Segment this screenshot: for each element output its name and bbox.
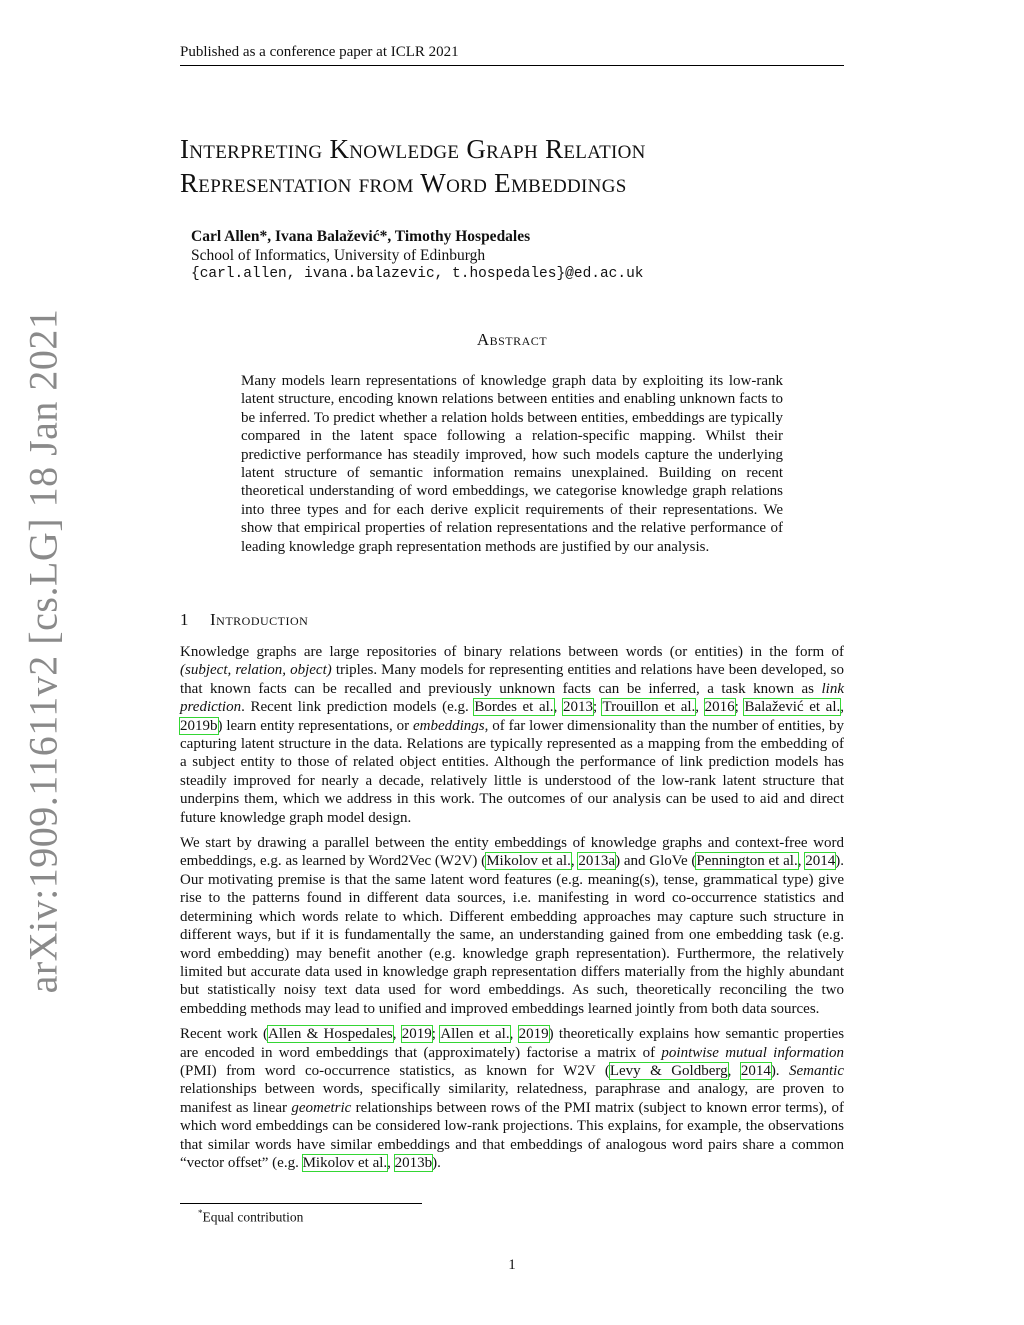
text-run-italic: link prediction [180, 680, 844, 716]
text-run: , [840, 699, 845, 716]
footnote-marker: * [198, 1208, 203, 1218]
citation-link[interactable]: Allen & Hospedales [268, 1026, 393, 1043]
author-affiliation: School of Informatics, University of Edinburgh [191, 247, 486, 264]
text-run: , [392, 1026, 402, 1043]
text-run: ; [734, 699, 745, 716]
citation-link[interactable]: 2019 [518, 1026, 549, 1043]
text-run: , [797, 853, 806, 870]
text-run: , [387, 1154, 395, 1171]
text-run: ; [431, 1026, 441, 1043]
citation-link[interactable]: 2013a [578, 853, 616, 870]
citation-link[interactable]: 2019 [401, 1026, 432, 1043]
citation-link[interactable]: Trouillon et al. [602, 699, 696, 716]
citation-link[interactable]: Pennington et al. [696, 853, 798, 870]
author-emails: {carl.allen, ivana.balazevic, t.hospedales}@ed.ac.uk [191, 266, 644, 282]
citation-link[interactable]: Mikolov et al. [486, 853, 571, 870]
page-number: 1 [508, 1257, 516, 1273]
text-run: Knowledge graphs are large repositories of binary relations between words (or entities) in the form of [180, 644, 844, 660]
footnote [198, 1208, 303, 1226]
footnote-rule [180, 1203, 422, 1204]
text-run: (PMI) from word co-occurrence statistics, as known for W2V ( [180, 1062, 610, 1079]
citation-link[interactable]: 2016 [704, 699, 735, 716]
text-run: We start by drawing a parallel between the entity embeddings of knowledge graphs and context-free word embeddings, e.g. as learned by Word2Vec (W2V) ( [180, 835, 844, 870]
text-run-italic: (subject, relation, object) [180, 662, 332, 679]
text-run: ). [770, 1062, 790, 1079]
text-run: ) learn entity representations, or [217, 717, 413, 734]
text-run: relationships between rows of the PMI matrix (subject to known error terms), of which word embeddings can be considered low-rank projections. This explains, for example, the observations that similar words have similar embeddings and that embeddings of analogous word pairs share a common “vector offset” (e.g. [180, 1099, 844, 1171]
citation-link[interactable]: Bordes et al. [474, 699, 554, 716]
citation-link[interactable]: Levy & Goldberg [609, 1062, 728, 1079]
citation-link[interactable]: 2019b [180, 717, 218, 734]
paragraph-3 [180, 1025, 844, 1172]
text-run-italic: pointwise mutual information [661, 1044, 844, 1061]
text-run: , [509, 1026, 519, 1043]
text-run: relationships between words, specifically similarity, relatedness, paraphrase and analogy, are proven to manifest as linear [180, 1081, 844, 1116]
text-run: . Recent link prediction models (e.g. [241, 699, 475, 716]
section-heading [180, 610, 844, 630]
text-run: ) and GloVe ( [615, 853, 697, 870]
text-run-italic: embeddings [412, 717, 485, 734]
section-title: Introduction [210, 610, 309, 629]
text-run: , [695, 699, 705, 716]
text-run: triples. Many models for representing entities and relations have been developed, so that known facts can be recalled and previously unknown facts can be inferred, a task known as [180, 662, 844, 697]
title-line-1: Interpreting Knowledge Graph Relation [180, 134, 646, 164]
abstract-heading: Abstract [476, 330, 548, 349]
paragraph-1 [180, 643, 844, 827]
title-line-2: Representation from Word Embeddings [180, 168, 627, 198]
citation-link[interactable]: 2014 [740, 1062, 771, 1079]
body-text [180, 643, 844, 1179]
paragraph-2 [180, 834, 844, 1018]
footnote-text: Equal contribution [202, 1209, 304, 1225]
text-run: , [570, 853, 579, 870]
citation-link[interactable]: Mikolov et al. [302, 1154, 388, 1171]
author-block [191, 227, 831, 284]
text-run: ). [432, 1154, 441, 1171]
citation-link[interactable]: 2014 [805, 853, 836, 870]
citation-link[interactable]: 2013 [562, 699, 593, 716]
citation-link[interactable]: Balažević et al. [744, 699, 841, 716]
text-run: ). Our motivating premise is that the same latent word features (e.g. meaning(s), tense, grammatical type) give rise to the patterns found in different data sources, i.e. manifesting in word co-occurrence statistics and determining which words relate to which. Different embedding approaches may capture such structure in different ways, but if it is fundamentally the same, an understanding gained from one embedding task (e.g. word embedding) may benefit another (e.g. knowledge graph representation). Furthermore, the relatively limited but accurate data used in knowledge graph representation differs materially from the highly abundant but statistically noisy text data used for word embeddings. As such, theoretically reconciling the two embedding methods may lead to unified and improved embeddings learned jointly from both data sources. [180, 853, 845, 1017]
section-number: 1 [180, 610, 189, 629]
text-run-italic: geometric [291, 1099, 352, 1116]
text-run: ; [592, 699, 603, 716]
author-names: Carl Allen*, Ivana Balažević*, Timothy Hospedales [191, 228, 531, 245]
text-run-italic: Semantic [789, 1062, 844, 1079]
text-run: Recent work ( [180, 1026, 269, 1043]
text-run: ) theoretically explains how semantic properties are encoded in word embeddings that (approximately) factorise a matrix of [180, 1026, 845, 1061]
citation-link[interactable]: 2013b [394, 1154, 433, 1171]
arxiv-id: arXiv:1909.11611v2 [cs.LG] 18 Jan 2021 [20, 308, 66, 994]
running-head: Published as a conference paper at ICLR 2021 [180, 44, 844, 66]
citation-link[interactable]: Allen et al. [440, 1026, 510, 1043]
text-run: , [553, 699, 563, 716]
paper-title [180, 132, 844, 200]
text-run: , [727, 1062, 741, 1079]
abstract-text: Many models learn representations of knowledge graph data by exploiting its low-rank latent structure, encoding known relations between entities and enabling unknown facts to be inferred. To predict whether a relation holds between entities, embeddings are typically compared in the latent space following a relation-specific mapping. Whilst their predictive performance has steadily improved, how such models capture the underlying latent structure of semantic information remains unexplained. Building on recent theoretical understanding of word embeddings, we categorise knowledge graph relations into three types and for each derive explicit requirements of their representations. We show that empirical properties of relation representations and the relative performance of leading knowledge graph representation methods are justified by our analysis. [241, 373, 783, 555]
text-run: , of far lower dimensionality than the number of entities, by capturing latent structure in the data. Relations are typically represented as a mapping from the embedding of a subject entity to those of related object entities. Although the performance of link prediction models has steadily improved for nearly a decade, relatively little is understood of the low-rank latent structure that underpins them, which we address in this work. The outcomes of our analysis can be used to aid and direct future knowledge graph model design. [180, 717, 844, 826]
